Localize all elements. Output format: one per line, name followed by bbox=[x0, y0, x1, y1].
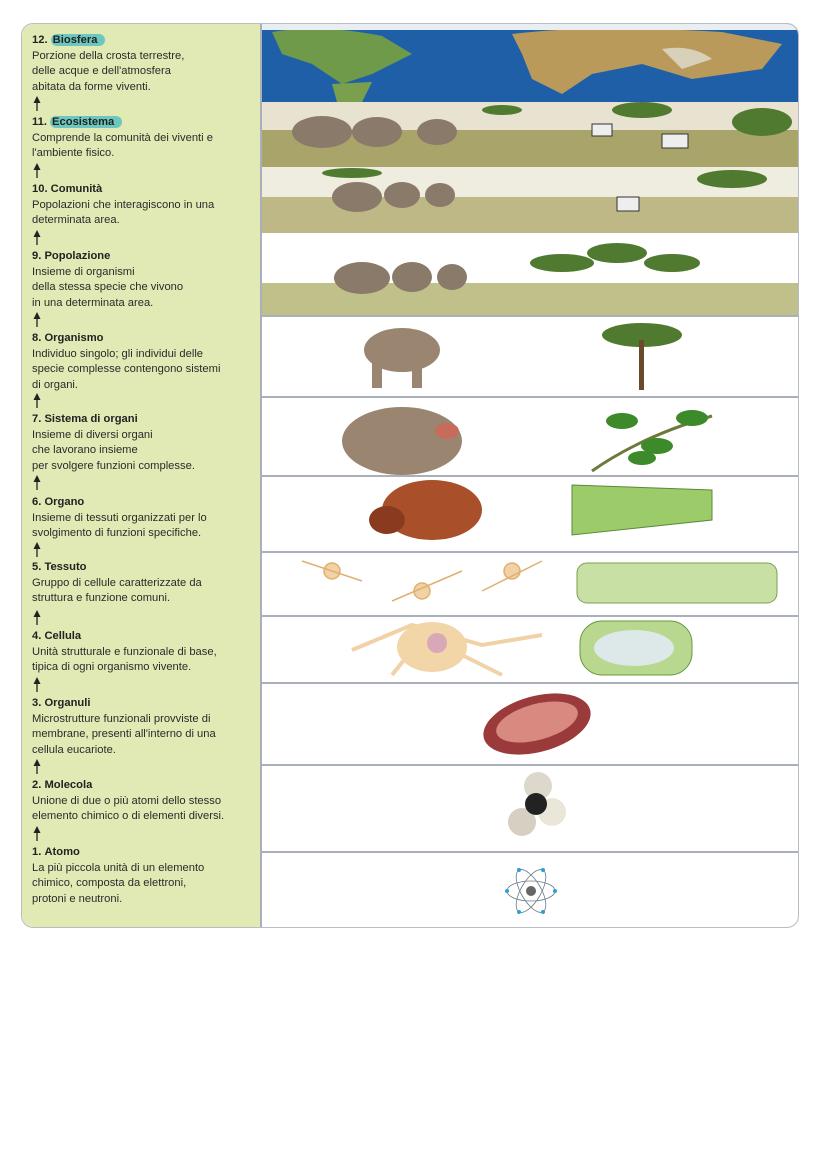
illustrations-column bbox=[262, 24, 798, 927]
arrow-up-icon bbox=[32, 826, 42, 842]
level-title: Molecola bbox=[44, 779, 93, 791]
cell-illustration bbox=[262, 615, 798, 684]
level-number: 2. bbox=[32, 779, 42, 791]
organelle-illustration bbox=[262, 682, 798, 766]
organism-illustration bbox=[262, 315, 798, 398]
level-title: Ecosistema bbox=[50, 116, 122, 128]
level-title: Organismo bbox=[44, 332, 104, 344]
community-illustration bbox=[262, 167, 798, 235]
level-description: Comprende la comunità dei viventi e l'ambiente fisico. bbox=[32, 131, 213, 160]
level-number: 1. bbox=[32, 846, 42, 858]
biosphere-map-illustration bbox=[262, 24, 798, 104]
level-title: Organuli bbox=[44, 697, 91, 709]
arrow-up-icon bbox=[32, 610, 42, 626]
levels-of-organization-figure bbox=[21, 23, 799, 928]
level-number: 11. bbox=[32, 116, 47, 128]
level-number: 3. bbox=[32, 697, 42, 709]
level-description: Insieme di organismi della stessa specie che vivono in una determinata area. bbox=[32, 265, 184, 309]
level-organo bbox=[32, 495, 258, 542]
level-description: Gruppo di cellule caratterizzate da struttura e funzione comuni. bbox=[32, 576, 202, 605]
level-title: Organo bbox=[44, 496, 85, 508]
level-comunita bbox=[32, 182, 258, 229]
level-title: Tessuto bbox=[44, 561, 87, 573]
level-number: 12. bbox=[32, 34, 48, 46]
level-description: La più piccola unità di un elemento chimico, composta da elettroni, protoni e neutroni. bbox=[32, 861, 205, 905]
level-ecosistema bbox=[32, 115, 258, 162]
levels-text-column bbox=[22, 24, 262, 927]
organ-system-illustration bbox=[262, 396, 798, 477]
level-number: 8. bbox=[32, 332, 42, 344]
level-cellula bbox=[32, 629, 258, 676]
level-description: Individuo singolo; gli individui delle specie complesse contengono sistemi di organi. bbox=[32, 347, 221, 391]
arrow-up-icon bbox=[32, 759, 42, 775]
arrow-up-icon bbox=[32, 475, 42, 491]
level-biosfera bbox=[32, 33, 258, 95]
level-description: Insieme di tessuti organizzati per lo svolgimento di funzioni specifiche. bbox=[32, 511, 207, 540]
level-organismo bbox=[32, 331, 258, 393]
molecule-illustration bbox=[262, 764, 798, 853]
level-description: Unità strutturale e funzionale di base, tipica di ogni organismo vivente. bbox=[32, 645, 217, 674]
level-title: Cellula bbox=[44, 630, 82, 642]
atom-illustration bbox=[262, 851, 798, 927]
level-number: 9. bbox=[32, 250, 42, 262]
level-title: Comunità bbox=[50, 183, 103, 195]
level-description: Unione di due o più atomi dello stesso elemento chimico o di elementi diversi. bbox=[32, 794, 225, 823]
level-atomo bbox=[32, 845, 258, 907]
organ-illustration bbox=[262, 475, 798, 553]
level-description: Microstrutture funzionali provviste di membrane, presenti all'interno di una cellula eucariote. bbox=[32, 712, 216, 756]
level-number: 10. bbox=[32, 183, 48, 195]
population-illustration bbox=[262, 233, 798, 317]
level-organuli bbox=[32, 696, 258, 758]
level-number: 5. bbox=[32, 561, 42, 573]
level-sistema-di-organi bbox=[32, 412, 258, 474]
tissue-illustration bbox=[262, 551, 798, 617]
level-title: Atomo bbox=[44, 846, 80, 858]
level-description: Popolazioni che interagiscono in una determinata area. bbox=[32, 198, 215, 227]
level-title: Biosfera bbox=[51, 34, 106, 46]
arrow-up-icon bbox=[32, 163, 42, 179]
level-tessuto bbox=[32, 560, 258, 607]
level-description: Insieme di diversi organi che lavorano insieme per svolgere funzioni complesse. bbox=[32, 428, 195, 472]
level-molecola bbox=[32, 778, 258, 825]
level-number: 6. bbox=[32, 496, 42, 508]
arrow-up-icon bbox=[32, 96, 42, 112]
level-number: 7. bbox=[32, 413, 42, 425]
level-description: Porzione della crosta terrestre, delle acque e dell'atmosfera abitata da forme viventi. bbox=[32, 49, 185, 93]
arrow-up-icon bbox=[32, 393, 42, 409]
arrow-up-icon bbox=[32, 542, 42, 558]
level-title: Sistema di organi bbox=[44, 413, 138, 425]
level-number: 4. bbox=[32, 630, 42, 642]
arrow-up-icon bbox=[32, 312, 42, 328]
level-popolazione bbox=[32, 249, 258, 311]
arrow-up-icon bbox=[32, 677, 42, 693]
level-title: Popolazione bbox=[44, 250, 111, 262]
ecosystem-illustration bbox=[262, 102, 798, 169]
arrow-up-icon bbox=[32, 230, 42, 246]
